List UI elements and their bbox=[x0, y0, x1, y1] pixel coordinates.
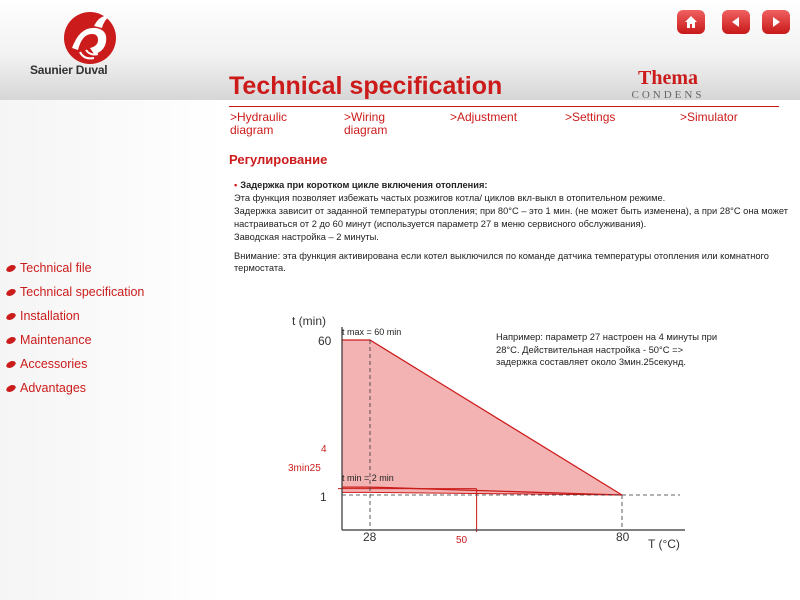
sidebar-item-accessories[interactable] bbox=[6, 352, 144, 376]
sidebar-item-maintenance[interactable] bbox=[6, 328, 144, 352]
page-title: Technical specification bbox=[229, 72, 503, 100]
red-leaf-bullet-icon bbox=[6, 289, 16, 296]
warning-text: Внимание: эта функция активирована если котел выключился по команде датчика температуры отопления или комнатного термостата. bbox=[234, 250, 769, 274]
x-tick-28: 28 bbox=[363, 530, 377, 544]
sidebar-item-label: Technical specification bbox=[20, 285, 145, 299]
tab-settings[interactable]: >Settings bbox=[565, 110, 616, 124]
sidebar-item-technical-specification[interactable] bbox=[6, 280, 144, 304]
sidebar-item-label: Technical file bbox=[20, 261, 92, 275]
header-divider bbox=[229, 106, 779, 107]
sidebar-menu bbox=[6, 256, 144, 400]
tab-adjustment[interactable]: >Adjustment bbox=[450, 110, 518, 124]
y-marker-3min25: 3min25 bbox=[288, 463, 321, 474]
sidebar-item-technical-file[interactable] bbox=[6, 256, 144, 280]
x-axis-label: T (°C) bbox=[648, 537, 680, 551]
tab-simulator[interactable]: >Simulator bbox=[680, 110, 738, 124]
tmax-annotation: t max = 60 min bbox=[342, 327, 402, 337]
thema-logo-top: Thema bbox=[638, 67, 698, 89]
section-tabs bbox=[230, 111, 790, 141]
tab-wiring-diagram[interactable]: >Wiring diagram bbox=[344, 110, 388, 137]
description-text bbox=[234, 179, 789, 275]
thema-condens-logo bbox=[620, 68, 716, 102]
example-note: Например: параметр 27 настроен на 4 минуты при 28°С. Действительная настройка - 50°С => задержка составляет около 3мин.25секунд. bbox=[496, 331, 718, 367]
description-line-1: Эта функция позволяет избежать частых розжигов котла/ циклов вкл-выкл в отопительном режиме. bbox=[234, 192, 666, 203]
previous-button[interactable] bbox=[722, 10, 750, 34]
bullet-mark: • bbox=[234, 180, 238, 190]
x-tick-80: 80 bbox=[616, 530, 630, 544]
tab-hydraulic-diagram[interactable]: >Hydraulic diagram bbox=[230, 110, 288, 137]
next-button[interactable] bbox=[762, 10, 790, 34]
sidebar-item-label: Accessories bbox=[20, 357, 88, 371]
sidebar-item-label: Advantages bbox=[20, 381, 87, 395]
red-leaf-bullet-icon bbox=[6, 385, 16, 392]
y-marker-4: 4 bbox=[321, 444, 327, 455]
saunier-duval-logo bbox=[50, 8, 130, 66]
description-line-2: Задержка зависит от заданной температуры отопления; при 80°С – это 1 мин. (не может быть изменена), а при 28°С она может настраиваться от 2 до 60 минут (используется параметр 27 в меню сервисного обслуживания). bbox=[234, 205, 789, 229]
description-heading: Задержка при коротком цикле включения отопления: bbox=[240, 180, 488, 190]
sidebar-item-label: Installation bbox=[20, 309, 80, 323]
home-button[interactable] bbox=[677, 10, 705, 34]
sidebar-item-label: Maintenance bbox=[20, 333, 92, 347]
description-line-3: Заводская настройка – 2 минуты. bbox=[234, 231, 379, 242]
y-tick-1: 1 bbox=[320, 490, 327, 504]
arrow-right-icon bbox=[769, 15, 783, 29]
red-leaf-bullet-icon bbox=[6, 313, 16, 320]
red-leaf-bullet-icon bbox=[6, 337, 16, 344]
arrow-left-icon bbox=[729, 15, 743, 29]
y-axis-label: t (min) bbox=[292, 314, 326, 328]
thema-logo-bottom: CONDENS bbox=[631, 89, 705, 101]
red-leaf-bullet-icon bbox=[6, 265, 16, 272]
brand-name: Saunier Duval bbox=[30, 63, 108, 77]
sidebar-item-installation[interactable] bbox=[6, 304, 144, 328]
section-title: Регулирование bbox=[229, 152, 328, 167]
y-tick-60: 60 bbox=[318, 334, 332, 348]
tmin-annotation: t min = 2 min bbox=[342, 473, 394, 483]
red-leaf-bullet-icon bbox=[6, 361, 16, 368]
home-icon bbox=[684, 15, 698, 29]
x-marker-50: 50 bbox=[456, 535, 468, 546]
sidebar-item-advantages[interactable] bbox=[6, 376, 144, 400]
